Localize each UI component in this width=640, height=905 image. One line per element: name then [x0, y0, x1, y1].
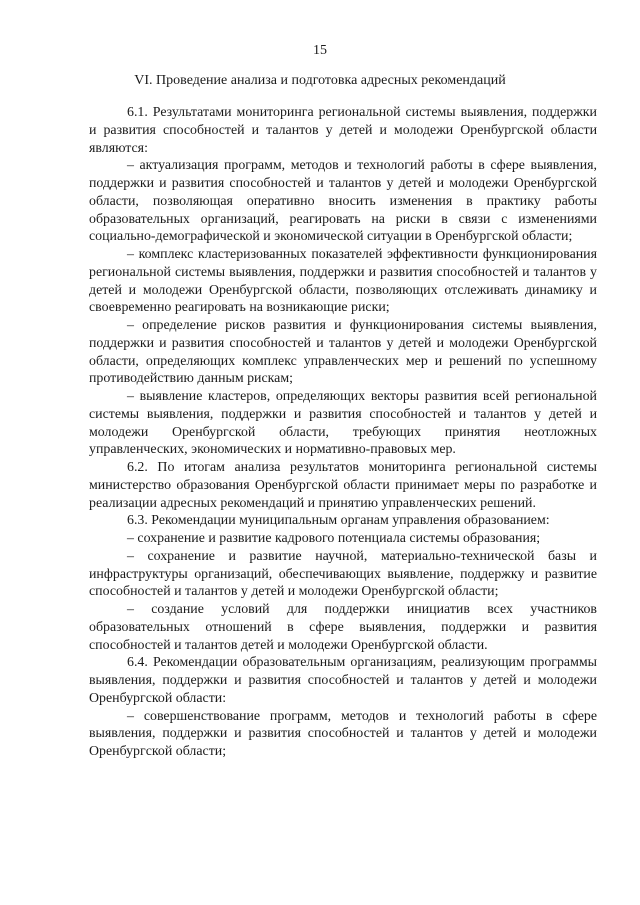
- paragraph-6-4-intro: 6.4. Рекомендации образовательным организациям, реализующим программы выявления, поддержки и развития способностей и талантов у детей и молодежи Оренбургской области:: [89, 655, 597, 706]
- list-item-risks-definition: – определение рисков развития и функционирования системы выявления, поддержки и развития способностей и талантов у детей и молодежи Оренбургской области, определяющих комплекс управленческих мер и решений по успешному противодействию данным рискам;: [89, 318, 597, 387]
- paragraph-6-3-intro: 6.3. Рекомендации муниципальным органам управления образованием:: [127, 513, 550, 529]
- paragraph-6-2: 6.2. По итогам анализа результатов мониторинга региональной системы министерство образования Оренбургской области принимает меры по разработке и реализации адресных рекомендаций и принятию управленческих решений.: [89, 460, 597, 511]
- list-item-initiatives-support: – создание условий для поддержки инициатив всех участников образовательных отношений в сфере выявления, поддержки и развития способностей и талантов детей и молодежи Оренбургской области.: [89, 602, 597, 653]
- list-item-clusters-identification: – выявление кластеров, определяющих векторы развития всей региональной системы выявления, поддержки и развития способностей и талантов у детей и молодежи Оренбургской области, требующих принятия неотложных управленческих, экономических и нормативно-правовых мер.: [89, 389, 597, 458]
- list-item-indicators-complex: – комплекс кластеризованных показателей эффективности функционирования региональной системы выявления, поддержки и развития способностей и талантов у детей и молодежи Оренбургской области, позволяющих отслеживать динамику и своевременно реагировать на возникающие риски;: [89, 247, 597, 316]
- page-number: 15: [313, 43, 327, 58]
- list-item-staff-potential: – сохранение и развитие кадрового потенциала системы образования;: [127, 531, 541, 546]
- list-item-programs-actualization: – актуализация программ, методов и технологий работы в сфере выявления, поддержки и развития способностей и талантов у детей и молодежи Оренбургской области, позволяющая оперативно вносить изменения в практику работы образовательных организаций, реагировать на риски в связи с изменениями социально-демографической и экономической ситуации в Оренбургской области;: [89, 158, 597, 245]
- paragraph-6-1-intro: 6.1. Результатами мониторинга региональной системы выявления, поддержки и развития способностей и талантов у детей и молодежи Оренбургской области являются:: [89, 105, 597, 156]
- list-item-infrastructure: – сохранение и развитие научной, материально-технической базы и инфраструктуры организаций, обеспечивающих выявление, поддержку и развитие способностей и талантов у детей и молодежи Оренбургской области;: [89, 548, 597, 600]
- body-text: [89, 104, 597, 761]
- list-item-programs-improvement: – совершенствование программ, методов и технологий работы в сфере выявления, поддержки и развития способностей и талантов у детей и молодежи Оренбургской области;: [89, 708, 597, 759]
- section-title: VI. Проведение анализа и подготовка адресных рекомендаций: [134, 73, 506, 88]
